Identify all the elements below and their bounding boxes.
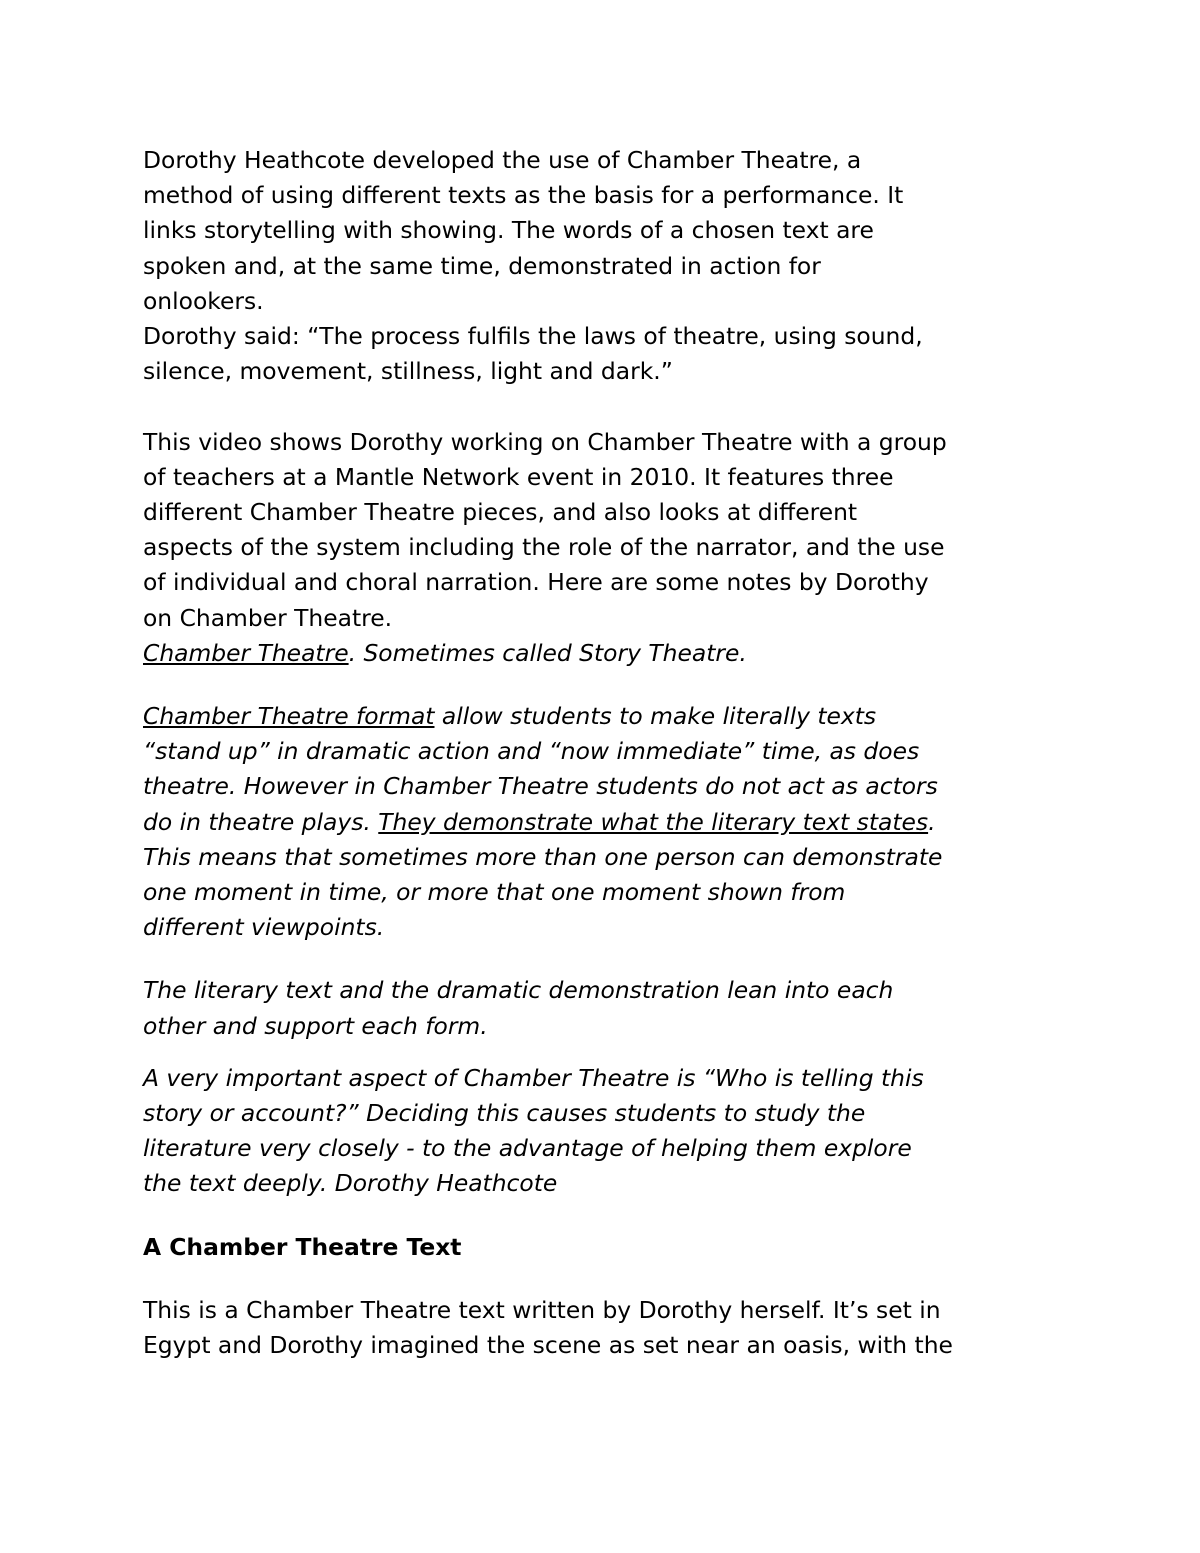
text-line: “stand up” in dramatic action and “now immediate” time, as does [143,737,920,766]
text-line: other and support each form. [143,1011,488,1040]
text-line: one moment in time, or more that one moment shown from [143,878,846,907]
section-heading: A Chamber Theatre Text [143,1232,462,1261]
text-line: silence, movement, stillness, light and dark.” [143,357,673,386]
intro-paragraph [143,143,1073,319]
text-line: spoken and, at the same time, demonstrated in action for [143,251,821,280]
text-line: This video shows Dorothy working on Chamber Theatre with a group [143,427,947,456]
text-line: A very important aspect of Chamber Theatre is “Who is telling this [143,1063,924,1092]
notes-title-underlined: Chamber Theatre [143,638,349,667]
dorothy-quote [143,319,1073,389]
chamber-text-intro-paragraph [143,1293,1073,1363]
notes-title [143,636,1073,671]
text-line: method of using different texts as the basis for a performance. It [143,181,904,210]
text-line: The literary text and the dramatic demonstration lean into each [143,976,894,1005]
text-line: Dorothy said: “The process fulfils the laws of theatre, using sound, [143,322,923,351]
text-line: Dorothy Heathcote developed the use of Chamber Theatre, a [143,146,862,174]
notes-paragraph-support [143,973,1073,1043]
text-line: do in theatre plays. They demonstrate what the literary text states. [143,807,936,836]
text-line: This means that sometimes more than one person can demonstrate [143,842,943,871]
text-line: links storytelling with showing. The words of a chosen text are [143,216,874,245]
text-line: of individual and choral narration. Here are some notes by Dorothy [143,568,929,597]
text-line: theatre. However in Chamber Theatre students do not act as actors [143,772,938,801]
text-line: on Chamber Theatre. [143,603,393,632]
text-line: onlookers. [143,286,264,315]
notes-paragraph-format [143,699,1073,945]
notes-title-rest: . Sometimes called Story Theatre. [348,638,747,667]
text-line: story or account?” Deciding this causes students to study the [143,1099,866,1128]
text-line: different Chamber Theatre pieces, and also looks at different [143,498,858,527]
document-page [143,143,1073,1363]
text-line: of teachers at a Mantle Network event in 2010. It features three [143,462,894,491]
text-line: aspects of the system including the role of the narrator, and the use [143,533,945,562]
notes-paragraph-narrator [143,1061,1073,1202]
demonstrate-underlined: They demonstrate what the literary text states [378,807,929,836]
text-line: literature very closely - to the advantage of helping them explore [143,1134,912,1163]
text-line: Egypt and Dorothy imagined the scene as set near an oasis, with the [143,1331,953,1360]
text-line: different viewpoints. [143,913,385,942]
text-line: This is a Chamber Theatre text written by Dorothy herself. It’s set in [143,1295,941,1324]
text-line: Chamber Theatre format allow students to make literally texts [143,702,877,731]
video-description-paragraph [143,425,1073,636]
text-line: the text deeply. Dorothy Heathcote [143,1169,558,1198]
format-underlined: Chamber Theatre format [143,702,435,731]
